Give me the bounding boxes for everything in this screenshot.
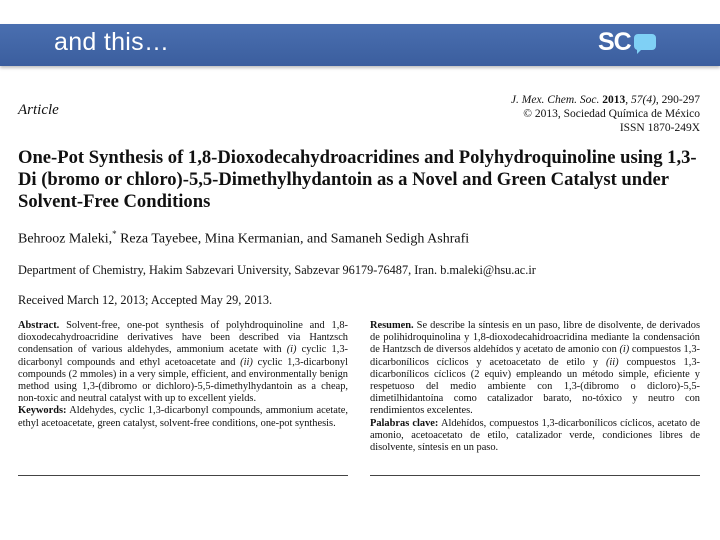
abstract-body: [18, 320, 348, 405]
resumen-label: Resumen.: [370, 320, 414, 331]
abstract-text-b: cyclic 1,3-dicarbonyl compounds and ethyl acetoacetate and: [18, 344, 348, 368]
abstract-text-a: Solvent-free, one-pot synthesis of polyhdroquinoline and 1,8-dioxodecahydroacridine derivatives have been described via Hantzsch condensation of various aldehydes, ammonium acetate with: [18, 320, 348, 356]
abstract-item-ii: (ii): [240, 356, 253, 368]
divider-right: [370, 475, 700, 476]
other-authors: Reza Tayebee, Mina Kermanian, and Samaneh Sedigh Ashrafi: [116, 231, 470, 247]
article-label: Article: [18, 102, 59, 118]
authors: [18, 229, 708, 248]
abstract-label: Abstract.: [18, 320, 60, 331]
chat-bubble-icon: [634, 34, 656, 50]
journal-name: J. Mex. Chem. Soc.: [510, 94, 600, 106]
abstract-text-c: cyclic 1,3-dicarbonyl compounds (2 mmoles) in a very simple, efficient, and environmentally benign method using 1,3-(dibromo or dichloro)-5,5-dimethylhydantoin as a cheap, non-toxic and neutral catalyst with up to excellent yields.: [18, 356, 348, 405]
palabras-clave: [370, 418, 700, 455]
journal-copyright: © 2013, Sociedad Química de México: [523, 108, 700, 120]
received-dates: Received March 12, 2013; Accepted May 29, 2013.: [18, 293, 273, 307]
journal-year: 2013: [602, 94, 626, 106]
journal-citation: J. Mex. Chem. Soc. 2013, 57(4), 290-297: [510, 94, 700, 106]
corresponding-mark: *: [112, 229, 117, 239]
divider-left: [18, 475, 348, 476]
abstract-spanish: [370, 320, 700, 454]
header-bar: [0, 24, 720, 66]
logo-text: SC: [598, 28, 631, 56]
palabras-clave-text: Aldehídos, compuestos 1,3-dicarbonílicos cíclicos, acetato de amonio, acetoacetato de etilo, catalizador verde, condiciones libres de disolvente, síntesis en un paso.: [370, 417, 700, 454]
paper-title: One-Pot Synthesis of 1,8-Dioxodecahydroacridines and Polyhydroquinoline using 1,3-Di (bromo or chloro)-5,5-Dimethylhydantoin as a Novel and Green Catalyst under Solvent-Free Conditions: [18, 147, 697, 212]
journal-issn: ISSN 1870-249X: [619, 122, 700, 134]
resumen-text-c: compuestos 1,3-dicarbonílicos cíclicos (2 equiv) empleando un método simple, eficiente y respetuoso del medio ambiente con 1,3-(dibromo o dicloro)-5,5-dimetilhidantoína como catalizador barato, no-tóxico y neutro con rendimientos excelentes.: [370, 356, 700, 417]
slide-title: and this…: [54, 28, 170, 56]
resumen-text-b: compuestos 1,3-dicarbonílicos cíclicos y acetoacetato de etilo y: [370, 344, 700, 368]
slide-header: [0, 0, 720, 70]
first-author: Behrooz Maleki,: [18, 231, 113, 247]
sc-logo: [594, 28, 660, 62]
keywords-text: Aldehydes, cyclic 1,3-dicarbonyl compounds, ammonium acetate, ethyl acetoacetate, green catalyst, solvent-free conditions, one-pot synthesis.: [18, 405, 348, 429]
journal-info: [440, 93, 700, 135]
keywords-label: Keywords:: [18, 405, 67, 417]
abstract-english: [18, 320, 348, 430]
resumen-body: [370, 320, 700, 418]
resumen-text-a: Se describe la síntesis en un paso, libre de disolvente, de derivados de polihidroquinolina y 1,8-dioxodecahidroacridina mediante la condensación de Hantzsch de diversos aldehídos y acetato de amonio con: [370, 320, 700, 356]
affiliation: Department of Chemistry, Hakim Sabzevari University, Sabzevar 96179-76487, Iran. b.maleki@hsu.ac.ir: [18, 263, 536, 277]
abstract-item-i: (i): [286, 344, 297, 356]
resumen-item-i: (i): [619, 344, 630, 356]
palabras-clave-label: Palabras clave:: [370, 417, 439, 429]
journal-volume: 57(4): [630, 94, 656, 106]
resumen-item-ii: (ii): [605, 356, 619, 368]
keywords: [18, 405, 348, 429]
journal-pages: , 290-297: [655, 94, 700, 106]
